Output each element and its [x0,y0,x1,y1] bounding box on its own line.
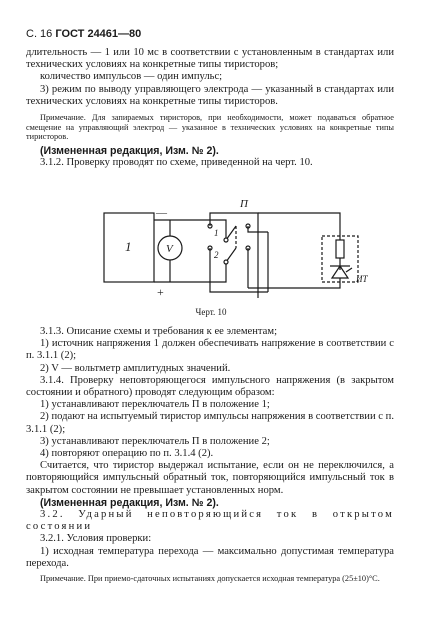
switch-label: П [240,198,248,210]
plus-terminal: + [157,285,164,299]
paragraph: 1) источник напряжения 1 должен обеспечивать напряжение в соответствии с п. 3.1.1 (2); [26,338,394,362]
switch-pos-1-label: 1 [214,228,219,238]
paragraph: 1) устанавливают переключатель П в положение 1; [40,399,270,411]
paragraph: 1) исходная температура перехода — максимально допустимая температура перехода. [26,545,394,569]
paragraph: Считается, что тиристор выдержал испытание, если он не переключился, а повторяющийся импульсный обратный ток, повторяющийся импульсный ток в закрытом состоянии не превышает установленных норм. [26,460,394,496]
text-block-bottom [26,326,394,584]
paragraph: 3.1.2. Проверку проводят по схеме, приведенной на черт. 10. [40,157,313,168]
figure-caption: Черт. 10 [195,307,227,317]
standard-number: ГОСТ 24461—80 [55,28,142,40]
amendment-note: (Измененная редакция, Изм. № 2). [40,144,219,157]
paragraph: 4) повторяют операцию по п. 3.1.4 (2). [40,448,214,460]
wire-to-device [258,213,340,292]
wire-bottom [154,262,226,282]
switch-contacts [226,226,236,262]
amendment-note: (Измененная редакция, Изм. № 2). [40,496,219,509]
paragraph: 2) V — вольтметр амплитудных значений. [40,362,231,374]
paragraph: 3) устанавливают переключатель П в положение 2; [40,435,270,447]
voltmeter-label: V [166,243,173,255]
paragraph: 3.2.1. Условия проверки: [40,533,152,545]
section-heading: 3.2. Ударный неповторяющийся ток в открытом состоянии [26,509,394,533]
thyristor [330,266,352,288]
note: Примечание. При приемо-сдаточных испытаниях допускается исходная температура (25±10)°С. [40,574,380,584]
paragraph: 3.1.4. Проверку неповторяющегося импульсного напряжения (в закрытом состоянии и обратного) проводят следующим образом: [26,374,394,399]
paragraph: длительность — 1 или 10 мс в соответствии с установленным в стандартах или технических условиях на конкретные типы тиристоров; [26,47,394,71]
paragraph: количество импульсов — один импульс; [40,71,223,83]
paragraph: 2) подают на испытуемый тиристор импульсы напряжения в соответствии с п. 3.1.1 (2); [26,411,394,435]
switch-cross-wiring [210,213,268,298]
resistor [336,240,344,258]
paragraph: 3.1.3. Описание схемы и требования к ее элементам; [40,326,278,337]
note: Примечание. Для запираемых тиристоров, при необходимости, может подаваться обратное смещение на управляющий электрод — указанное в технических условиях на конкретные типы тиристоров. [26,113,394,142]
thyristor-label: ИТ [356,274,368,284]
source-label: 1 [125,239,132,254]
page-label: С. 16 [26,28,53,40]
switch-pos-2-label: 2 [214,250,219,260]
minus-terminal: — [156,207,167,219]
paragraph: 3) режим по выводу управляющего электрода — указанный в стандартах или технических условиях на конкретные типы тиристоров. [26,83,394,107]
